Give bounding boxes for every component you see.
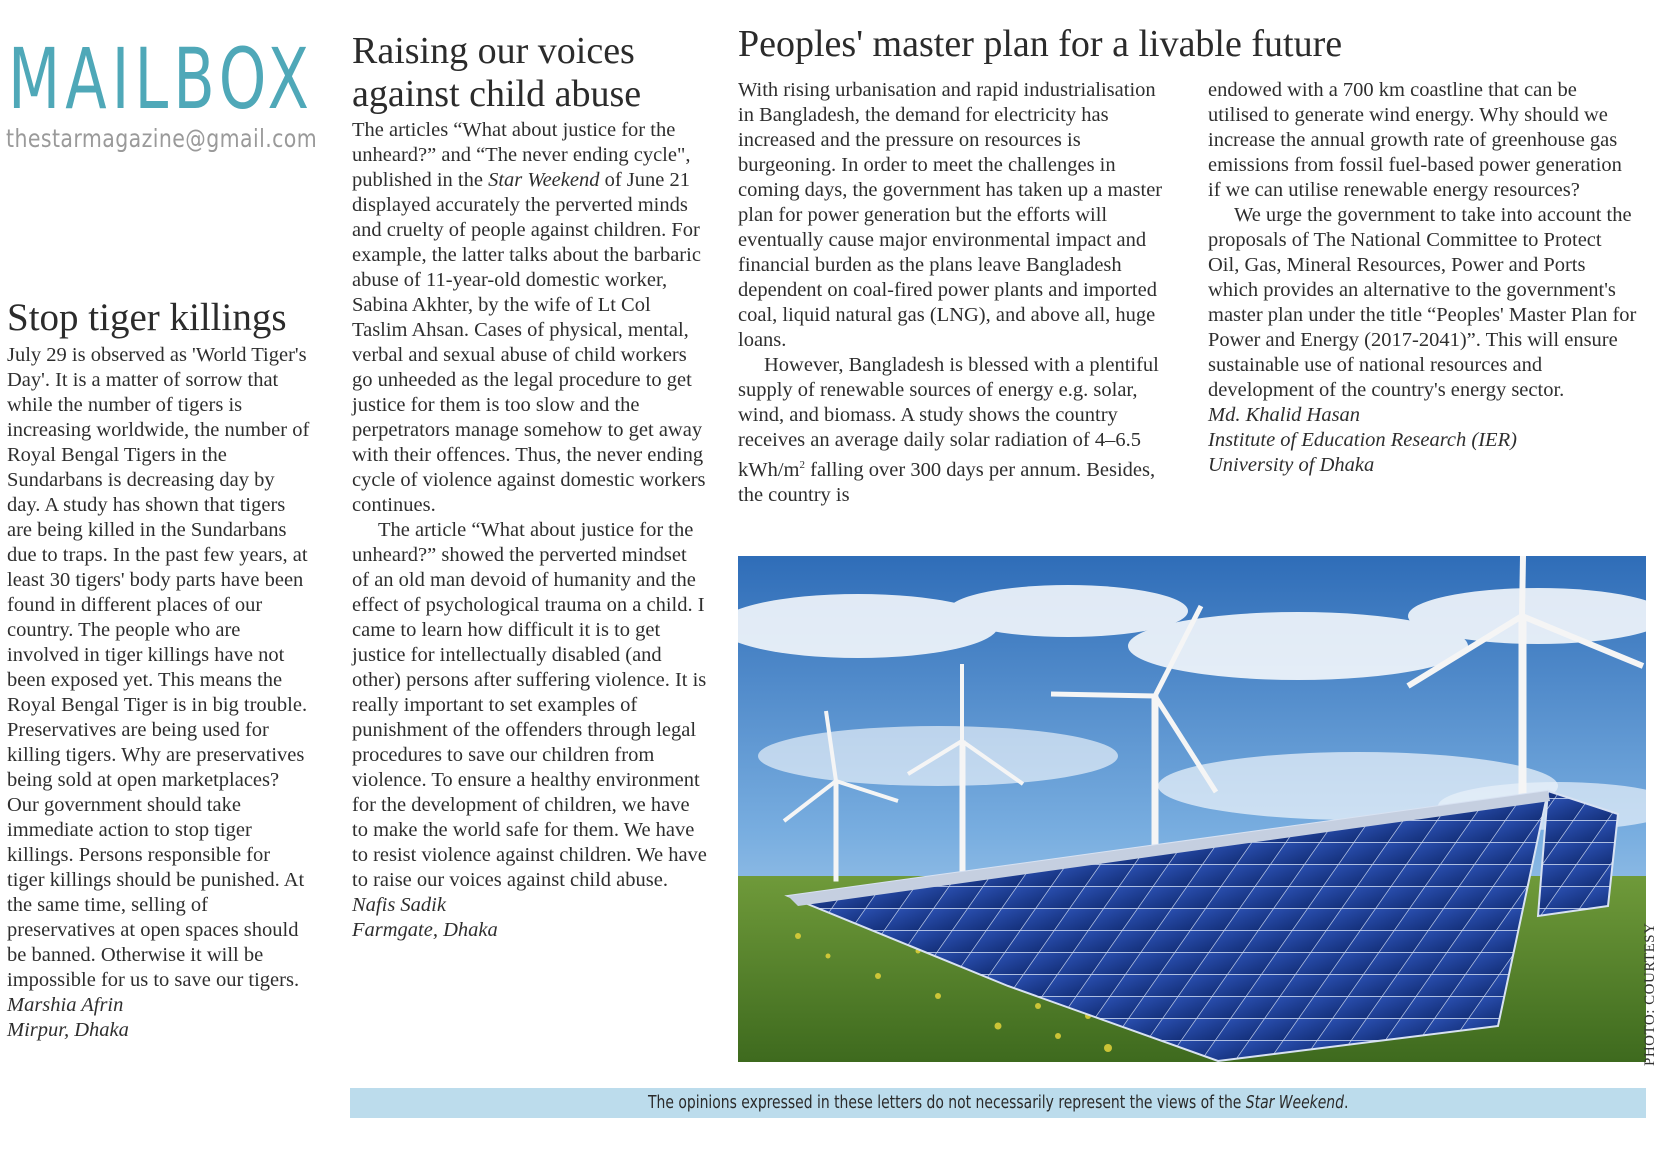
disclaimer-text: The opinions expressed in these letters do not necessarily represent the views of the Star Weekend.: [647, 1092, 1349, 1113]
letter-master-plan-author: Md. Khalid Hasan: [1208, 404, 1361, 426]
letter-tiger-paragraph: July 29 is observed as 'World Tiger's Day'. It is a matter of sorrow that while the number of tigers is increasing worldwide, the number of Royal Bengal Tigers in the Sundarbans is decreasing day by day. A study has shown that tigers are being killed in the Sundarbans due to traps. In the past few years, at least 30 tigers' body parts have been found in different places of our country. The people who are involved in tiger killings have not been exposed yet. This means the Royal Bengal Tiger is in big trouble. Preservatives are being used for killing tigers. Why are preservatives being sold at open marketplaces? Our government should take immediate action to stop tiger killings. Persons responsible for tiger killings should be punished. At the same time, selling of preservatives at open spaces should be banned. Otherwise it will be impossible for us to save our tigers.: [7, 344, 310, 991]
letter-child-abuse-title: Raising our voices against child abuse: [352, 30, 642, 115]
letter-master-plan-paragraph-2b: endowed with a 700 km coastline that can be utilised to generate wind energy. Why should we increase the annual growth rate of greenhouse gas emissions from fossil fuel-based power generation if we can utilise renewable energy resources?: [1208, 79, 1622, 201]
letter-tiger-title: Stop tiger killings: [7, 296, 287, 339]
letter-child-abuse-location: Farmgate, Dhaka: [352, 919, 498, 941]
letter-master-plan-paragraph-3: We urge the government to take into account the proposals of The National Committee to Protect Oil, Gas, Mineral Resources, Power and Ports which provides an alternative to the government's master plan under the title “Peoples' Master Plan for Power and Energy (2017-2041)”. This will ensure sustainable use of national resources and development of the country's energy sector.: [1208, 204, 1637, 401]
letter-master-plan-paragraph-1: With rising urbanisation and rapid industrialisation in Bangladesh, the demand for electricity has increased and the pressure on resources is burgeoning. In order to meet the challenges in coming days, the government has taken up a master plan for power generation but the efforts will eventually cause major environmental impact and financial burden as the plans leave Bangladesh dependent on coal-fired power plants and imported coal, liquid natural gas (LNG), and above all, huge loans.: [738, 79, 1163, 351]
letter-master-plan-university: University of Dhaka: [1208, 454, 1375, 476]
letter-child-abuse-paragraph-2: The article “What about justice for the unheard?” showed the perverted mindset of an old man devoid of humanity and the effect of psychological trauma on a child. I came to learn how difficult it is to get justice for intellectually disabled (and other) persons after suffering violence. It is really important to set examples of punishment of the offenders through legal procedures to save our children from violence. To ensure a healthy environment for the development of children, we have to make the world safe for them. We have to resist violence against children. We have to raise our voices against child abuse.: [352, 519, 707, 891]
letter-master-plan-institute: Institute of Education Research (IER): [1208, 429, 1517, 451]
letter-child-abuse-author: Nafis Sadik: [352, 894, 446, 916]
letter-tiger-author: Marshia Afrin: [7, 994, 124, 1016]
letter-master-plan-col-2: [1208, 78, 1638, 478]
letter-master-plan-col-1: [738, 78, 1168, 508]
letter-tiger-location: Mirpur, Dhaka: [7, 1019, 129, 1041]
letter-tiger-body: [7, 343, 312, 1043]
masthead-email: thestarmagazine@gmail.com: [6, 124, 318, 153]
letter-child-abuse-paragraph-1: The articles “What about justice for the unheard?” and “The never ending cycle", published in the Star Weekend of June 21 displayed accurately the perverted minds and cruelty of people against children. For example, the latter talks about the barbaric abuse of 11-year-old domestic worker, Sabina Akhter, by the wife of Lt Col Taslim Ahsan. Cases of physical, mental, verbal and sexual abuse of child workers go unheeded as the legal procedure to get justice for them is too slow and the perpetrators manage somehow to get away with their offences. Thus, the never ending cycle of violence against domestic workers continues.: [352, 119, 706, 516]
letter-master-plan-paragraph-2a: However, Bangladesh is blessed with a plentiful supply of renewable sources of energy e.g. solar, wind, and biomass. A study shows the country receives an average daily solar radiation of 4–6.5 kWh/$m^2$ falling over 300 days per annum. Besides, the country is: [738, 354, 1159, 506]
publication-name: Star Weekend: [488, 169, 600, 191]
solar-wind-photo: [738, 556, 1646, 1062]
disclaimer-bar: [350, 1088, 1646, 1118]
letter-master-plan-title: Peoples' master plan for a livable future: [738, 23, 1343, 65]
masthead-title: MAILBOX: [8, 30, 314, 128]
letter-child-abuse-body: [352, 118, 708, 943]
photo-credit: PHOTO: COURTESY: [1642, 922, 1658, 1066]
